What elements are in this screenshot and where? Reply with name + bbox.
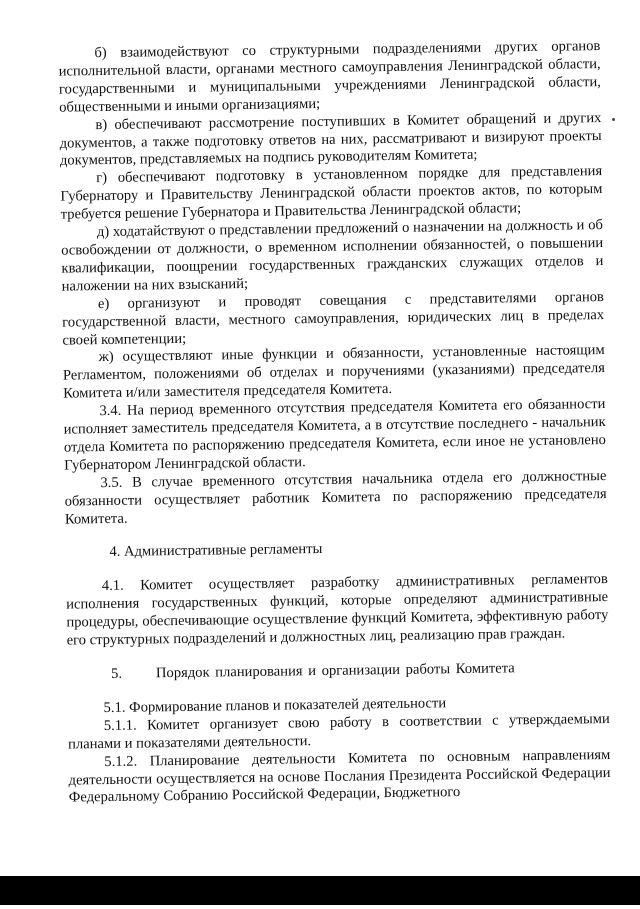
paragraph-3-4: 3.4. На период временного отсутствия председателя Комитета его обязанности исполняет заместитель председателя Комитета, а в отсутствие последнего - начальник отдела Комитета по распоряжению председателя Комитета, если иное не установлено Губернатором Ленинградской области. (63, 396, 606, 474)
paragraph-5-1-1: 5.1.1. Комитет организует свою работу в соответствии с утверждаемыми планами и показателями деятельности. (67, 710, 610, 753)
paragraph-3-5: 3.5. В случае временного отсутствия начальника отдела его должностные обязанности осуществляет работник Комитета по распоряжению председателя Комитета. (64, 467, 607, 528)
paragraph-e: е) организуют и проводят совещания с представителями органов государственной власти, местного самоуправления, юридических лиц в пределах своей компетенции; (62, 288, 605, 349)
section-5-heading (67, 659, 609, 684)
paragraph-d: д) ходатайствуют о представлении предложений о назначении на должность и об освобождении от должности, о временном исполнении обязанностей, о повышении квалификации, поощрении государственных гражданских служащих отделов и наложении на них взысканий; (61, 217, 604, 295)
scan-edge-bar (0, 876, 640, 905)
paragraph-g: г) обеспечивают подготовку в установленном порядке для представления Губернатору и Правительству Ленинградской области проектов актов, по которым требуется решение Губернатора и Правительства Ленинградской области; (60, 163, 603, 223)
section-5-number: 5. (110, 665, 123, 682)
paragraph-zh: ж) осуществляют иные функции и обязанности, установленные настоящим Регламентом, положениями об отделах и поручениями (указаниями) председателя Комитета и/или заместителя председателя Комитета. (62, 342, 605, 402)
section-4-heading: 4. Административные регламенты (109, 541, 323, 561)
scan-speck (612, 118, 615, 121)
document-body (58, 38, 611, 808)
paragraph-v: в) обеспечивают рассмотрение поступивших в Комитет обращений и других документов, а также подготовку ответов на них, рассматривают и визируют проекты документов, представляемых на подпись руководителям Комитета; (59, 109, 602, 170)
paragraph-4-1: 4.1. Комитет осуществляет разработку административных регламентов исполнения государственных функций, которые определяют административные процедуры, обеспечивающие осуществление функций Комитета, эффективную работу его структурных подразделений и должностных лиц, реализацию прав граждан. (66, 571, 609, 649)
subsection-5-1: 5.1. Формирование планов и показателей деятельности (103, 695, 447, 716)
section-5-title: Порядок планирования и организации работы Комитета (155, 660, 515, 682)
paragraph-5-1-2: 5.1.2. Планирование деятельности Комитета по основным направлениям деятельности осуществляется на основе Послания Президента Российской Федерации Федеральному Собранию Российской Федерации, Бюджетного (68, 746, 611, 806)
paragraph-b: б) взаимодействуют со структурными подразделениями других органов исполнительной власти, органами местного самоуправления Ленинградской области, государственными и муниципальными учреждениями Ленинградской области, общественными и иными организациями; (58, 38, 601, 116)
